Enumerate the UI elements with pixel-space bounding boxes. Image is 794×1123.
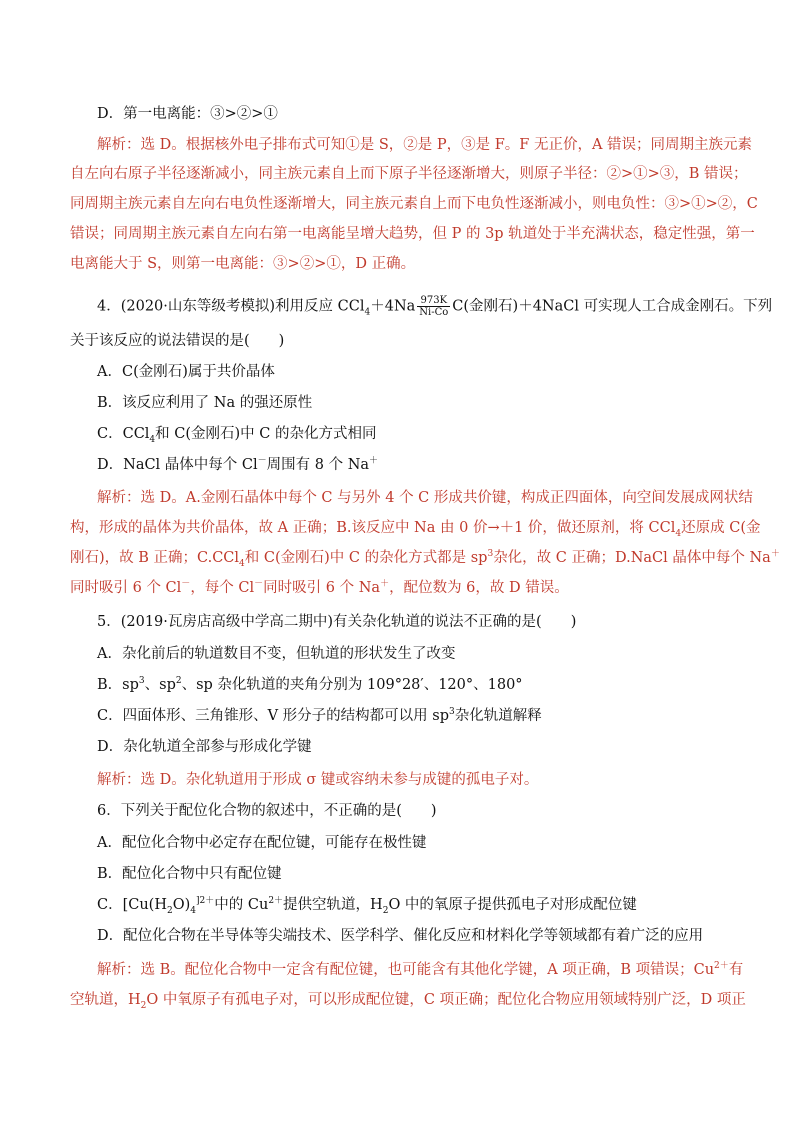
option-3d: D．第一电离能：③>②>① (97, 106, 278, 122)
option-6a: A．配位化合物中必定存在配位键，可能存在极性键 (97, 835, 427, 851)
option-5b: B．$sp^3$、$sp^2$、sp 杂化轨道的夹角分别为 109°28′、120°、180° (97, 676, 523, 693)
option-6c: C．[$Cu(H_2O)_4^{]2+}$中的 $Cu^{2+}$提供空轨道，$H_2O$ 中的氧原子提供孤电子对形成配位键 (97, 896, 637, 916)
answer-3-line-5: 电离能大于 S，则第一电离能：③>②>①，D 正确。 (70, 256, 416, 272)
option-6b: B．配位化合物中只有配位键 (97, 866, 282, 882)
answer-4-line-1: 解析：选 D。A.金刚石晶体中每个 C 与另外 4 个 C 形成共价键，构成正四面体，向空间发展成网状结 (97, 490, 753, 506)
option-4b: B．该反应利用了 Na 的强还原性 (97, 395, 313, 411)
question-4-line-2: 关于该反应的说法错误的是( ) (70, 333, 285, 349)
answer-3-line-1: 解析：选 D。根据核外电子排布式可知①是 S，②是 P，③是 F。F 无正价，A 错误；同周期主族元素 (97, 137, 753, 153)
question-4: 4．(2020·山东等级考模拟)利用反应 CCl$_4$＋4Na $\frac{973K}{Ni-Co}$ C(金刚石)＋4NaCl 可实现人工合成金刚石。下列 (97, 295, 773, 318)
option-5c: C．四面体形、三角锥形、V 形分子的结构都可以用 $sp^3$杂化轨道解释 (97, 707, 542, 724)
option-5d: D．杂化轨道全部参与形成化学键 (97, 739, 312, 755)
option-4c: C．CCl$_4$和 C(金刚石)中 C 的杂化方式相同 (97, 426, 377, 445)
answer-5: 解析：选 D。杂化轨道用于形成 σ 键或容纳未参与成键的孤电子对。 (97, 772, 539, 788)
answer-3-line-3: 同周期主族元素自左向右电负性逐渐增大，同主族元素自上而下电负性逐渐减小，则电负性：③>①>②，C (70, 196, 758, 212)
option-6d: D．配位化合物在半导体等尖端技术、医学科学、催化反应和材料化学等领域都有着广泛的应用 (97, 928, 704, 944)
answer-6-line-1: 解析：选 B。配位化合物中一定含有配位键，也可能含有其他化学键，A 项正确，B 项错误；$Cu^{2+}$有 (97, 961, 744, 978)
question-5: 5．(2019·瓦房店高级中学高二期中)有关杂化轨道的说法不正确的是( ) (97, 614, 577, 630)
option-4d: D．NaCl 晶体中每个 Cl－周围有 8 个 Na＋ (97, 456, 379, 473)
answer-4-line-2: 构，形成的晶体为共价晶体，故 A 正确；B.该反应中 Na 由 0 价→＋1 价，做还原剂，将 CCl$_4$还原成 C(金 (70, 520, 761, 539)
answer-4-line-3: 刚石)，故 B 正确；C.CCl$_4$和 C(金刚石)中 C 的杂化方式都是 $sp^3$杂化，故 C 正确；D.NaCl 晶体中每个 Na＋ (70, 549, 780, 569)
answer-3-line-2: 自左向右原子半径逐渐减小，同主族元素自上而下原子半径逐渐增大，则原子半径：②>①>③，B 错误； (70, 166, 748, 182)
question-6: 6．下列关于配位化合物的叙述中，不正确的是( ) (97, 803, 437, 819)
option-4a: A．C(金刚石)属于共价晶体 (97, 364, 275, 380)
option-5a: A．杂化前后的轨道数目不变，但轨道的形状发生了改变 (97, 646, 456, 662)
reaction-condition: $\frac{973K}{Ni-Co}$ (419, 295, 449, 318)
answer-4-line-4: 同时吸引 6 个 Cl－，每个 Cl－同时吸引 6 个 Na＋，配位数为 6，故 D 错误。 (70, 579, 569, 596)
answer-6-line-2: 空轨道，$H_2O$ 中氧原子有孤电子对，可以形成配位键，C 项正确；配位化合物应用领域特别广泛，D 项正 (70, 992, 746, 1011)
answer-3-line-4: 错误；同周期主族元素自左向右第一电离能呈增大趋势，但 P 的 3p 轨道处于半充满状态，稳定性强，第一 (70, 226, 755, 242)
